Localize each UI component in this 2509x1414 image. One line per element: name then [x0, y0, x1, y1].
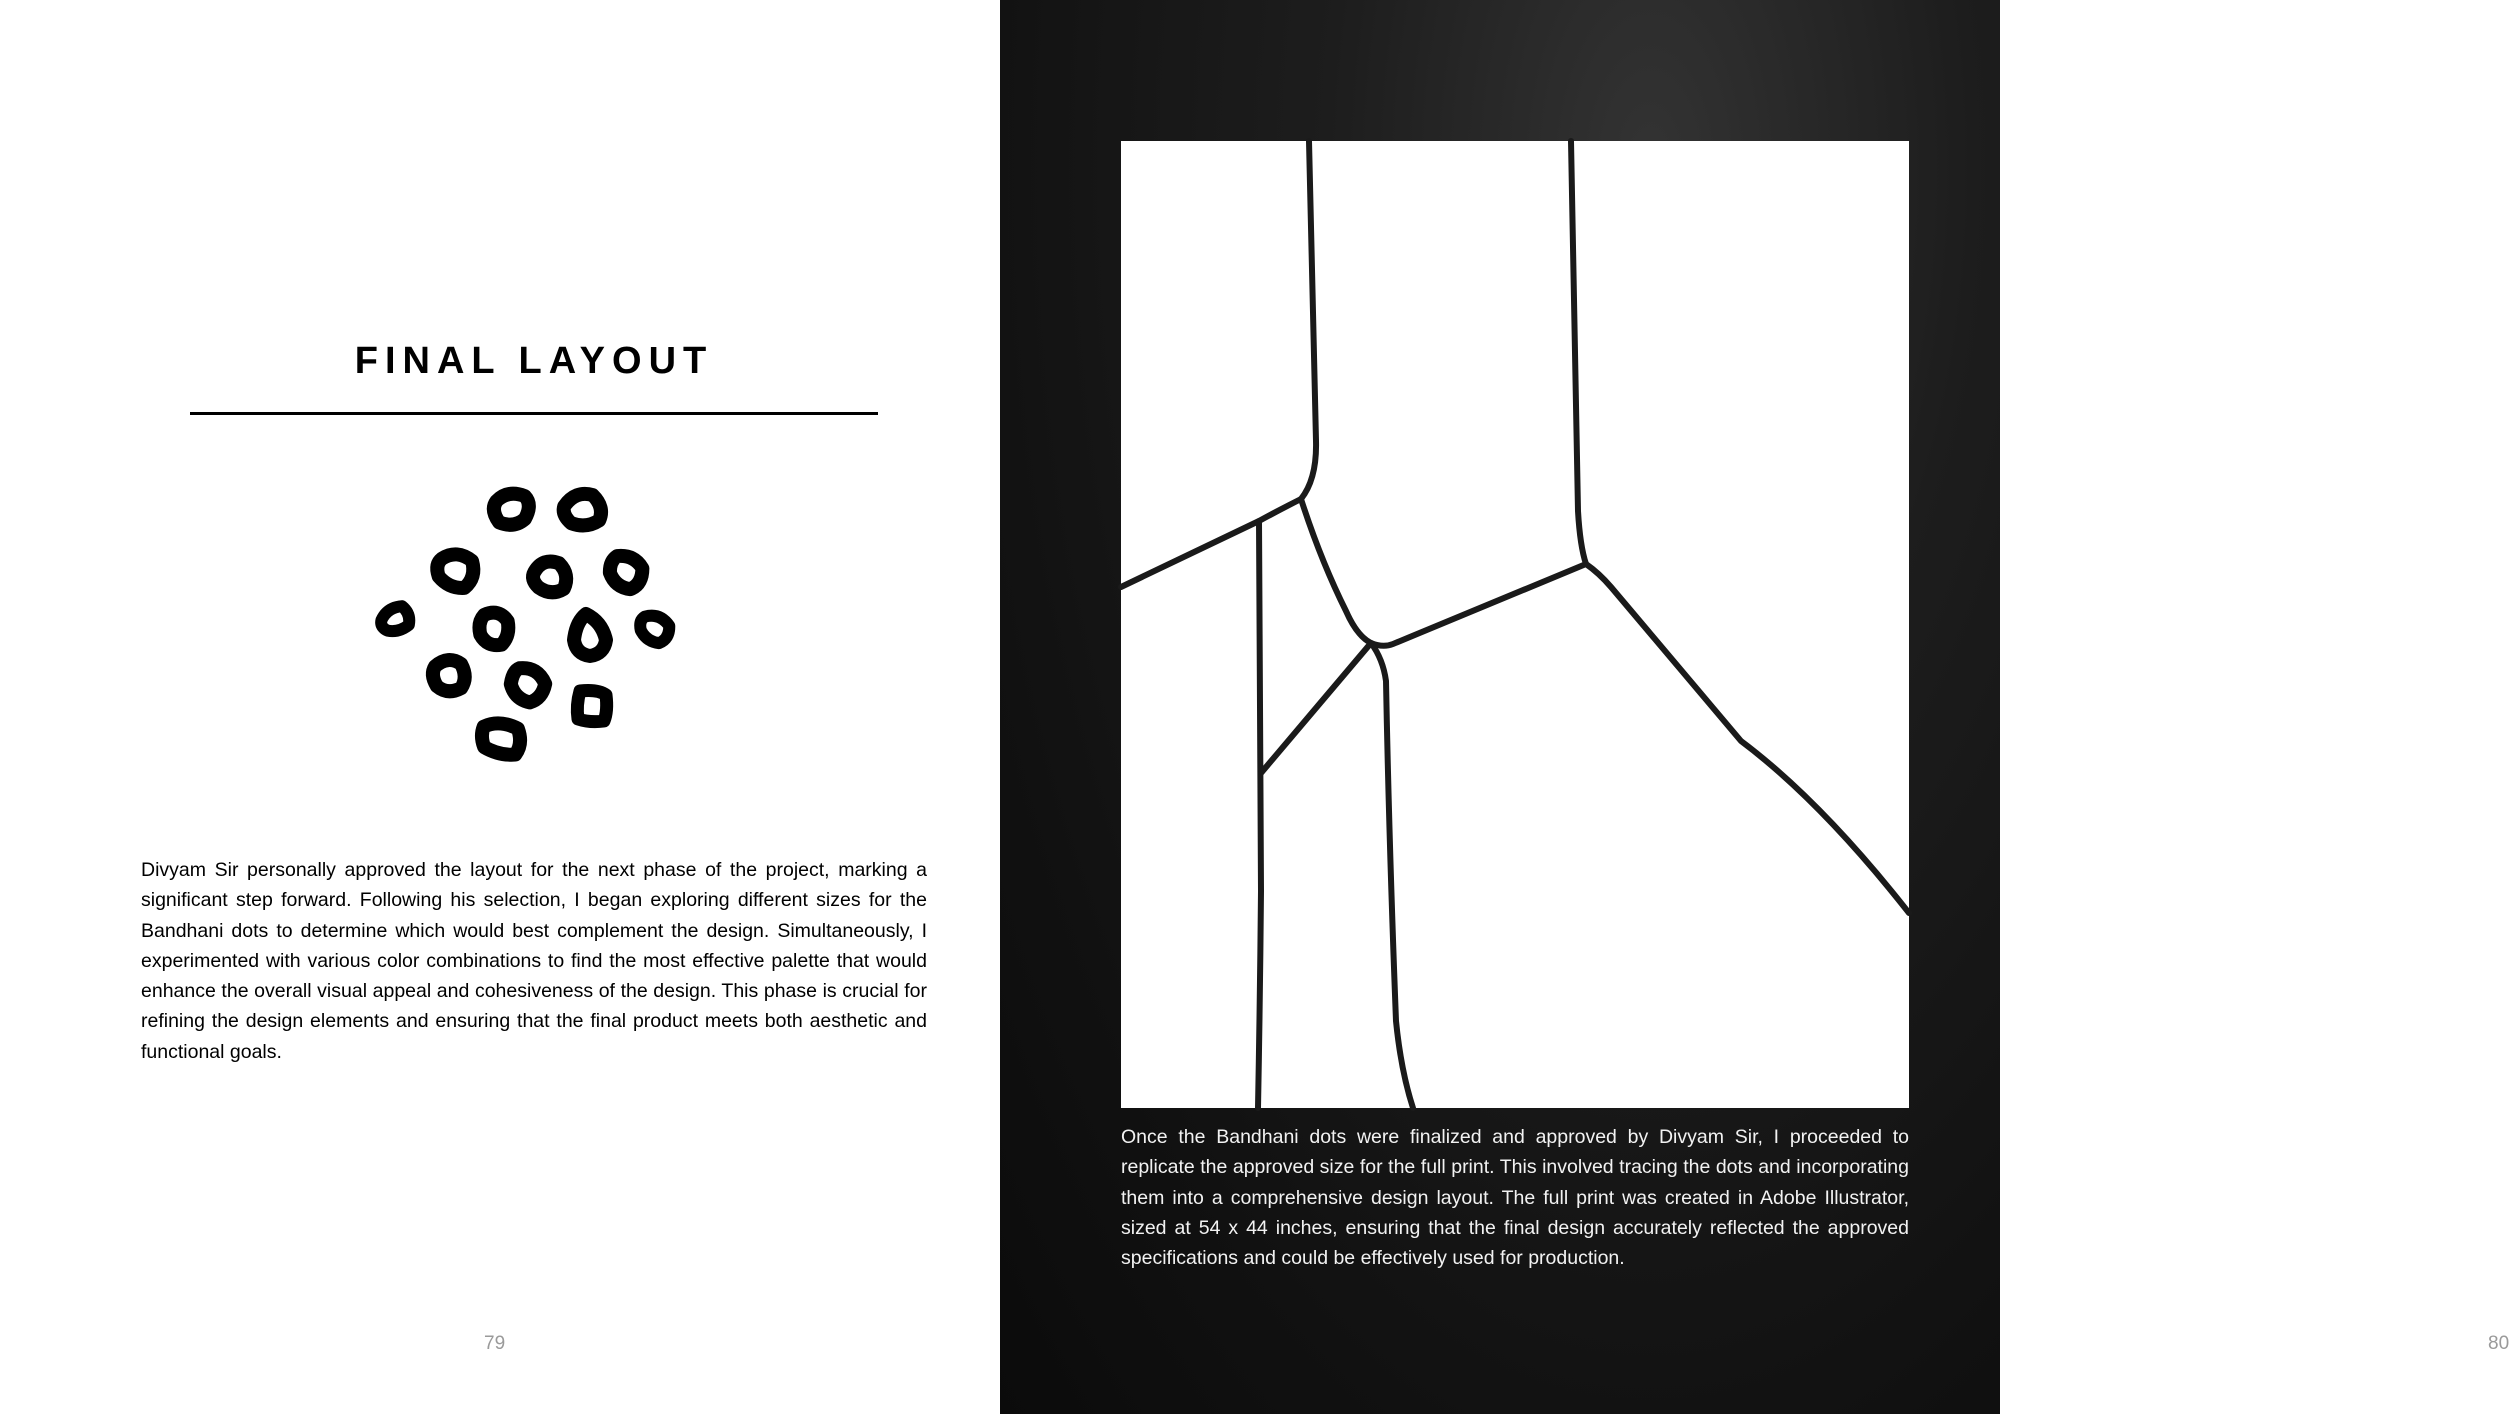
page-number-left: 79	[484, 1333, 506, 1354]
line-layout-artwork-icon	[1121, 141, 1909, 1108]
title-divider	[190, 412, 878, 415]
right-page	[1000, 0, 2509, 1414]
page-title: FINAL LAYOUT	[354, 340, 714, 382]
bandhani-dots-icon	[370, 470, 690, 780]
body-paragraph: Divyam Sir personally approved the layout for the next phase of the project, marking a significant step forward. Following his selection, I began exploring different sizes for the Bandhani dots to determine which would best complement the design. Simultaneously, I experimented with various color combinations to find the most effective palette that would enhance the overall visual appeal and cohesiveness of the design. This phase is crucial for refining the design elements and ensuring that the final product meets both aesthetic and functional goals.	[141, 859, 927, 1063]
left-page	[0, 0, 1000, 1414]
page-number-right: 80	[2488, 1333, 2509, 1354]
artwork-caption: Once the Bandhani dots were finalized and approved by Divyam Sir, I proceeded to replicate the approved size for the full print. This involved tracing the dots and incorporating them into a comprehensive design layout. The full print was created in Adobe Illustrator, sized at 54 x 44 inches, ensuring that the final design accurately reflected the approved specifications and could be effectively used for production.	[1121, 1126, 1909, 1270]
